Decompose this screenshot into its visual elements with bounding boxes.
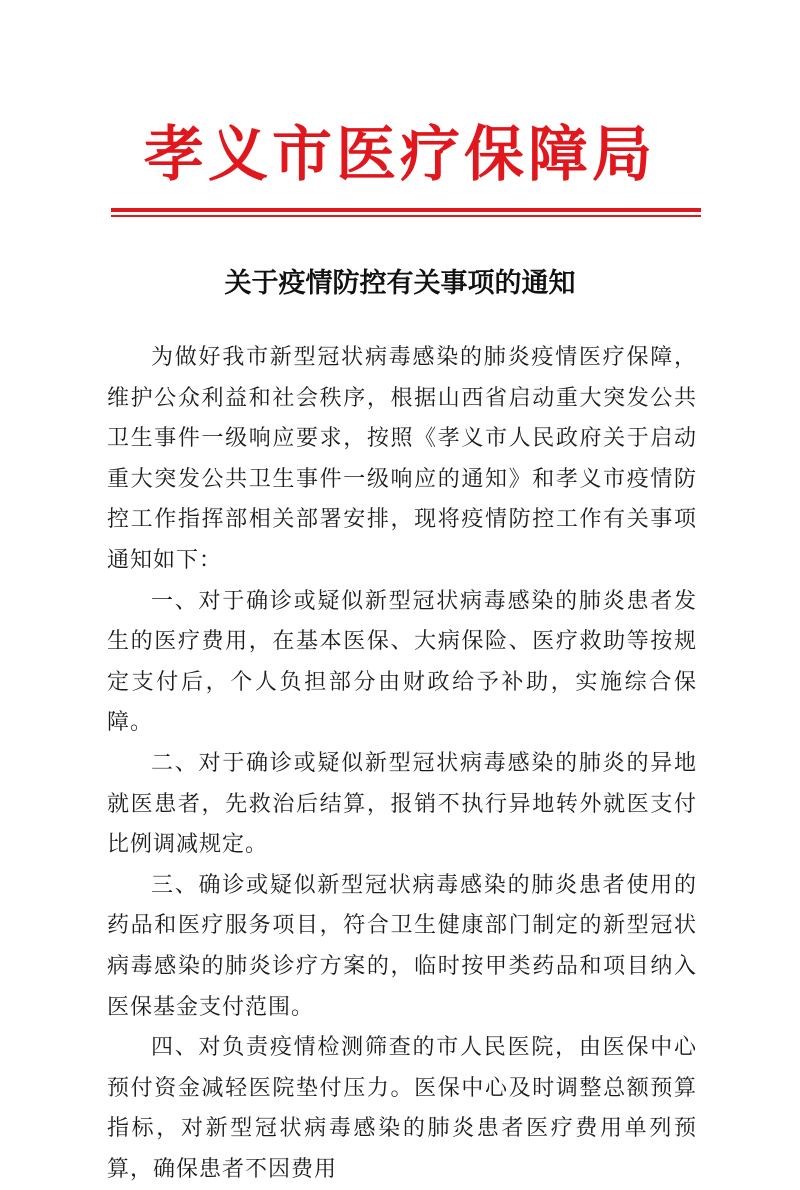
- notice-title: 关于疫情防控有关事项的通知: [224, 268, 576, 299]
- notice-paragraph-item-3: 三、确诊或疑似新型冠状病毒感染的肺炎患者使用的药品和医疗服务项目，符合卫生健康部门制定的新型冠状病毒感染的肺炎诊疗方案的，临时按甲类药品和项目纳入医保基金支付范围。: [107, 872, 697, 1020]
- letterhead-red-rule-thin: [111, 215, 701, 217]
- letterhead-red-rule-thick: [111, 208, 701, 212]
- notice-paragraph-item-1: 一、对于确诊或疑似新型冠状病毒感染的肺炎患者发生的医疗费用，在基本医保、大病保险、医疗救助等按规定支付后，个人负担部分由财政给予补助，实施综合保障。: [107, 588, 697, 736]
- letterhead-org-name: 孝义市医疗保障局: [144, 120, 656, 190]
- notice-paragraph-item-4: 四、对负责疫情检测筛查的市人民医院，由医保中心预付资金减轻医院垫付压力。医保中心及时调整总额预算指标，对新型冠状病毒感染的肺炎患者医疗费用单列预算，确保患者不因费用: [107, 1035, 697, 1182]
- notice-paragraph-intro: 为做好我市新型冠状病毒感染的肺炎疫情医疗保障，维护公众利益和社会秩序，根据山西省启动重大突发公共卫生事件一级响应要求，按照《孝义市人民政府关于启动重大突发公共卫生事件一级响应的通知》和孝义市疫情防控工作指挥部相关部署安排，现将疫情防控工作有关事项通知如下：: [107, 345, 697, 573]
- notice-body: [107, 338, 697, 1190]
- notice-paragraph-item-2: 二、对于确诊或疑似新型冠状病毒感染的肺炎的异地就医患者，先救治后结算，报销不执行异地转外就医支付比例调减规定。: [107, 750, 697, 858]
